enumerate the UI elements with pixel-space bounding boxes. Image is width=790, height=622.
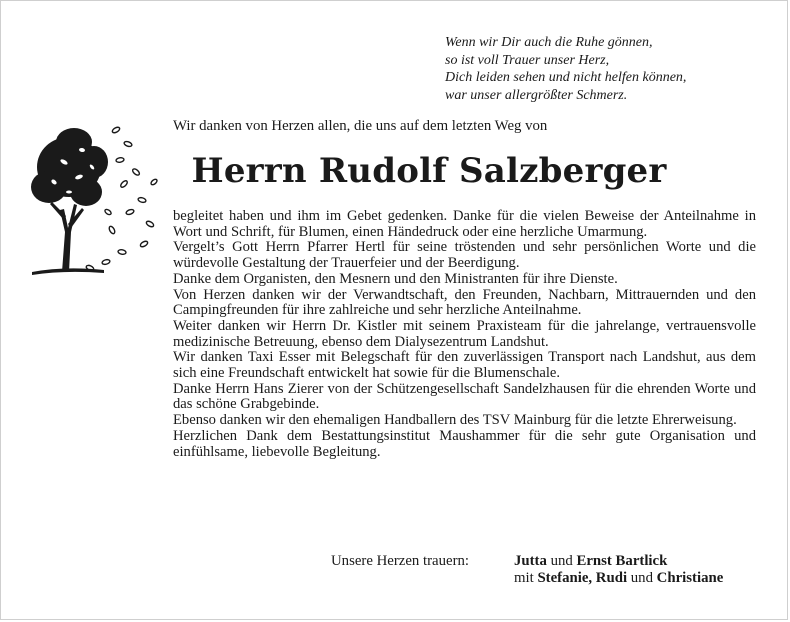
thanks-body — [173, 209, 756, 460]
paragraph: Wir danken Taxi Esser mit Belegschaft für den zuverlässigen Transport nach Landshut, aus dem sich eine Freundschaft entwickelt hat sowie für die Blumenschale. — [173, 349, 756, 382]
poem-line: war unser allergrößter Schmerz. — [445, 87, 628, 103]
signer-conj: und — [630, 570, 653, 586]
paragraph: Von Herzen danken wir der Verwandtschaft, den Freunden, Nachbarn, Mittrauernden und den Campingfreunden für ihre zahlreiche und sehr herzliche Anteilnahme. — [173, 286, 756, 319]
windblown-tree-icon — [24, 112, 164, 277]
signer-name: Ernst Bartlick — [576, 553, 668, 569]
paragraph: Danke dem Organisten, den Mesnern und den Ministranten für ihre Dienste. — [173, 270, 618, 287]
poem-line: Wenn wir Dir auch die Ruhe gönnen, — [445, 35, 653, 50]
paragraph: Weiter danken wir Herrn Dr. Kistler mit seinem Praxisteam für die jahrelange, vertrauensvolle medizinische Betreuung, ebenso dem Dialysezentrum Landshut. — [173, 317, 756, 350]
signer-name: Jutta — [514, 553, 547, 569]
intro-text: Wir danken von Herzen allen, die uns auf dem letzten Weg von — [173, 118, 548, 134]
deceased-name: Herrn Rudolf Salzberger — [191, 151, 667, 191]
paragraph: Herzlichen Dank dem Bestattungsinstitut Maushammer für die sehr gute Organisation und einfühlsame, liebevolle Begleitung. — [173, 427, 756, 460]
signer-name: Stefanie, Rudi — [537, 570, 628, 586]
paragraph: Vergelt’s Gott Herrn Pfarrer Hertl für seine tröstenden und sehr persönlichen Worte und die würdevolle Gestaltung der Trauerfeier und der Beerdigung. — [173, 239, 756, 272]
signature-line-1 — [514, 553, 723, 570]
paragraph: Danke Herrn Hans Zierer von der Schützengesellschaft Sandelzhausen für die ehrenden Worte und das schöne Grabgebinde. — [173, 380, 756, 413]
poem — [445, 34, 686, 104]
paragraph: Ebenso danken wir den ehemaligen Handballern des TSV Mainburg für die letzte Ehrerweisung. — [173, 412, 737, 429]
paragraph: begleitet haben und ihm im Gebet gedenken. Danke für die vielen Beweise der Anteilnahme in Wort und Schrift, für Blumen, einen Händedruck oder eine herzliche Umarmung. — [173, 208, 756, 240]
poem-line: so ist voll Trauer unser Herz, — [445, 52, 610, 68]
signer-prefix: mit — [514, 570, 534, 586]
signature-line-2 — [514, 570, 723, 587]
signer-conj: und — [550, 553, 573, 569]
poem-line: Dich leiden sehen und nicht helfen können, — [445, 70, 687, 86]
signature-names — [514, 553, 723, 587]
signature-label: Unsere Herzen trauern: — [331, 553, 470, 569]
signer-name: Christiane — [656, 570, 724, 586]
